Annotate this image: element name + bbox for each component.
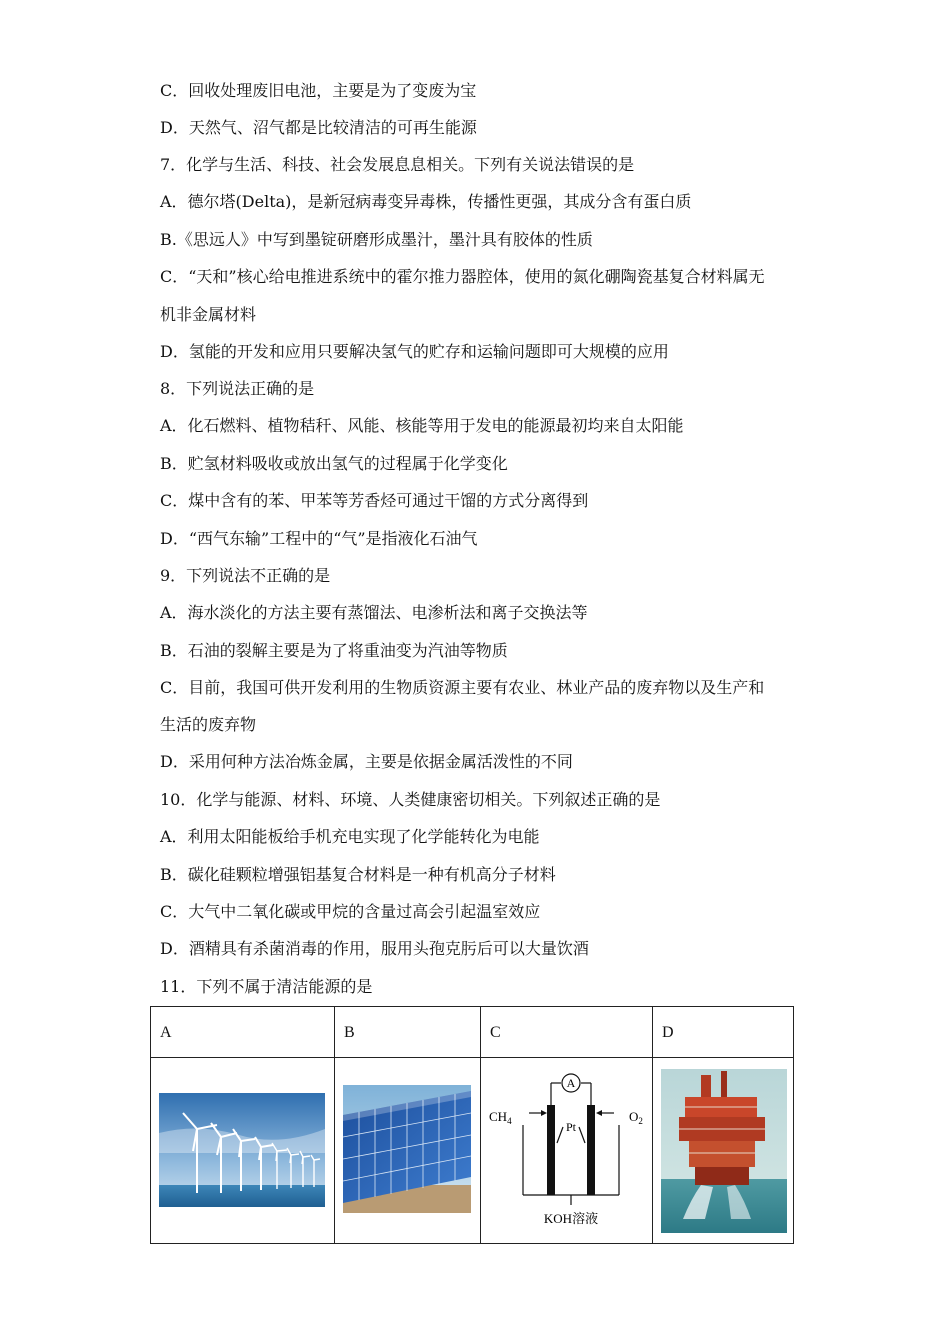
option-line: B．碳化硅颗粒增强铝基复合材料是一种有机高分子材料 xyxy=(160,865,556,884)
option-line: D．氢能的开发和应用只要解决氢气的贮存和运输问题即可大规模的应用 xyxy=(160,342,669,361)
fuel-cell-diagram xyxy=(489,1065,647,1237)
option-line: A．德尔塔(Delta)，是新冠病毒变异毒株，传播性更强，其成分含有蛋白质 xyxy=(160,192,692,211)
o2-label: $O_2$ xyxy=(629,1109,643,1126)
option-line-continued: 机非金属材料 xyxy=(160,305,257,324)
option-line: C．目前，我国可供开发利用的生物质资源主要有农业、林业产品的废弃物以及生产和 xyxy=(160,678,765,697)
header-c: C xyxy=(490,1024,501,1041)
option-line: C．“天和”核心给电推进系统中的霍尔推力器腔体，使用的氮化硼陶瓷基复合材料属无 xyxy=(160,267,765,286)
column-divider xyxy=(652,1007,653,1243)
column-divider xyxy=(334,1007,335,1243)
column-divider xyxy=(480,1007,481,1243)
option-line: A．化石燃料、植物秸秆、风能、核能等用于发电的能源最初均来自太阳能 xyxy=(160,416,684,435)
option-line-continued: 生活的废弃物 xyxy=(160,715,257,734)
options-table xyxy=(150,1006,794,1244)
header-b: B xyxy=(344,1024,355,1041)
option-line: A．利用太阳能板给手机充电实现了化学能转化为电能 xyxy=(160,827,540,846)
option-line: C．回收处理废旧电池，主要是为了变废为宝 xyxy=(160,81,477,100)
option-line: B．贮氢材料吸收或放出氢气的过程属于化学变化 xyxy=(160,454,508,473)
option-line: B．石油的裂解主要是为了将重油变为汽油等物质 xyxy=(160,641,508,660)
arrow-icon xyxy=(596,1110,602,1116)
option-line: D．“西气东输”工程中的“气”是指液化石油气 xyxy=(160,529,478,548)
pt-label: Pt xyxy=(565,1120,577,1134)
question-line: 8．下列说法正确的是 xyxy=(160,379,315,398)
anode-electrode xyxy=(547,1105,555,1195)
option-line: A．海水淡化的方法主要有蒸馏法、电渗析法和离子交换法等 xyxy=(160,603,588,622)
table-header-row xyxy=(151,1007,793,1058)
solar-panel-image xyxy=(343,1085,471,1213)
option-line: C．煤中含有的苯、甲苯等芳香烃可通过干馏的方式分离得到 xyxy=(160,491,589,510)
question-line: 9．下列说法不正确的是 xyxy=(160,566,331,585)
ammeter-label: A xyxy=(566,1076,576,1090)
cathode-electrode xyxy=(587,1105,595,1195)
option-line: C．大气中二氧化碳或甲烷的含量过高会引起温室效应 xyxy=(160,902,541,921)
option-line: D．采用何种方法冶炼金属，主要是依据金属活泼性的不同 xyxy=(160,752,573,771)
question-line: 10．化学与能源、材料、环境、人类健康密切相关。下列叙述正确的是 xyxy=(160,790,661,809)
koh-label: KOH溶液 xyxy=(543,1211,599,1226)
option-line: B.《思远人》中写到墨锭研磨形成墨汁，墨汁具有胶体的性质 xyxy=(160,230,593,249)
ch4-label: $CH_4$ xyxy=(489,1109,512,1126)
question-line: 7．化学与生活、科技、社会发展息息相关。下列有关说法错误的是 xyxy=(160,155,635,174)
option-line: D．酒精具有杀菌消毒的作用，服用头孢克肟后可以大量饮酒 xyxy=(160,939,589,958)
question-line: 11．下列不属于清洁能源的是 xyxy=(160,977,373,996)
header-a: A xyxy=(160,1024,172,1041)
header-d: D xyxy=(662,1024,674,1041)
arrow-icon xyxy=(541,1110,547,1116)
drilling-platform-image xyxy=(661,1069,787,1233)
option-line: D．天然气、沼气都是比较清洁的可再生能源 xyxy=(160,118,477,137)
wind-turbine-image xyxy=(159,1093,325,1207)
